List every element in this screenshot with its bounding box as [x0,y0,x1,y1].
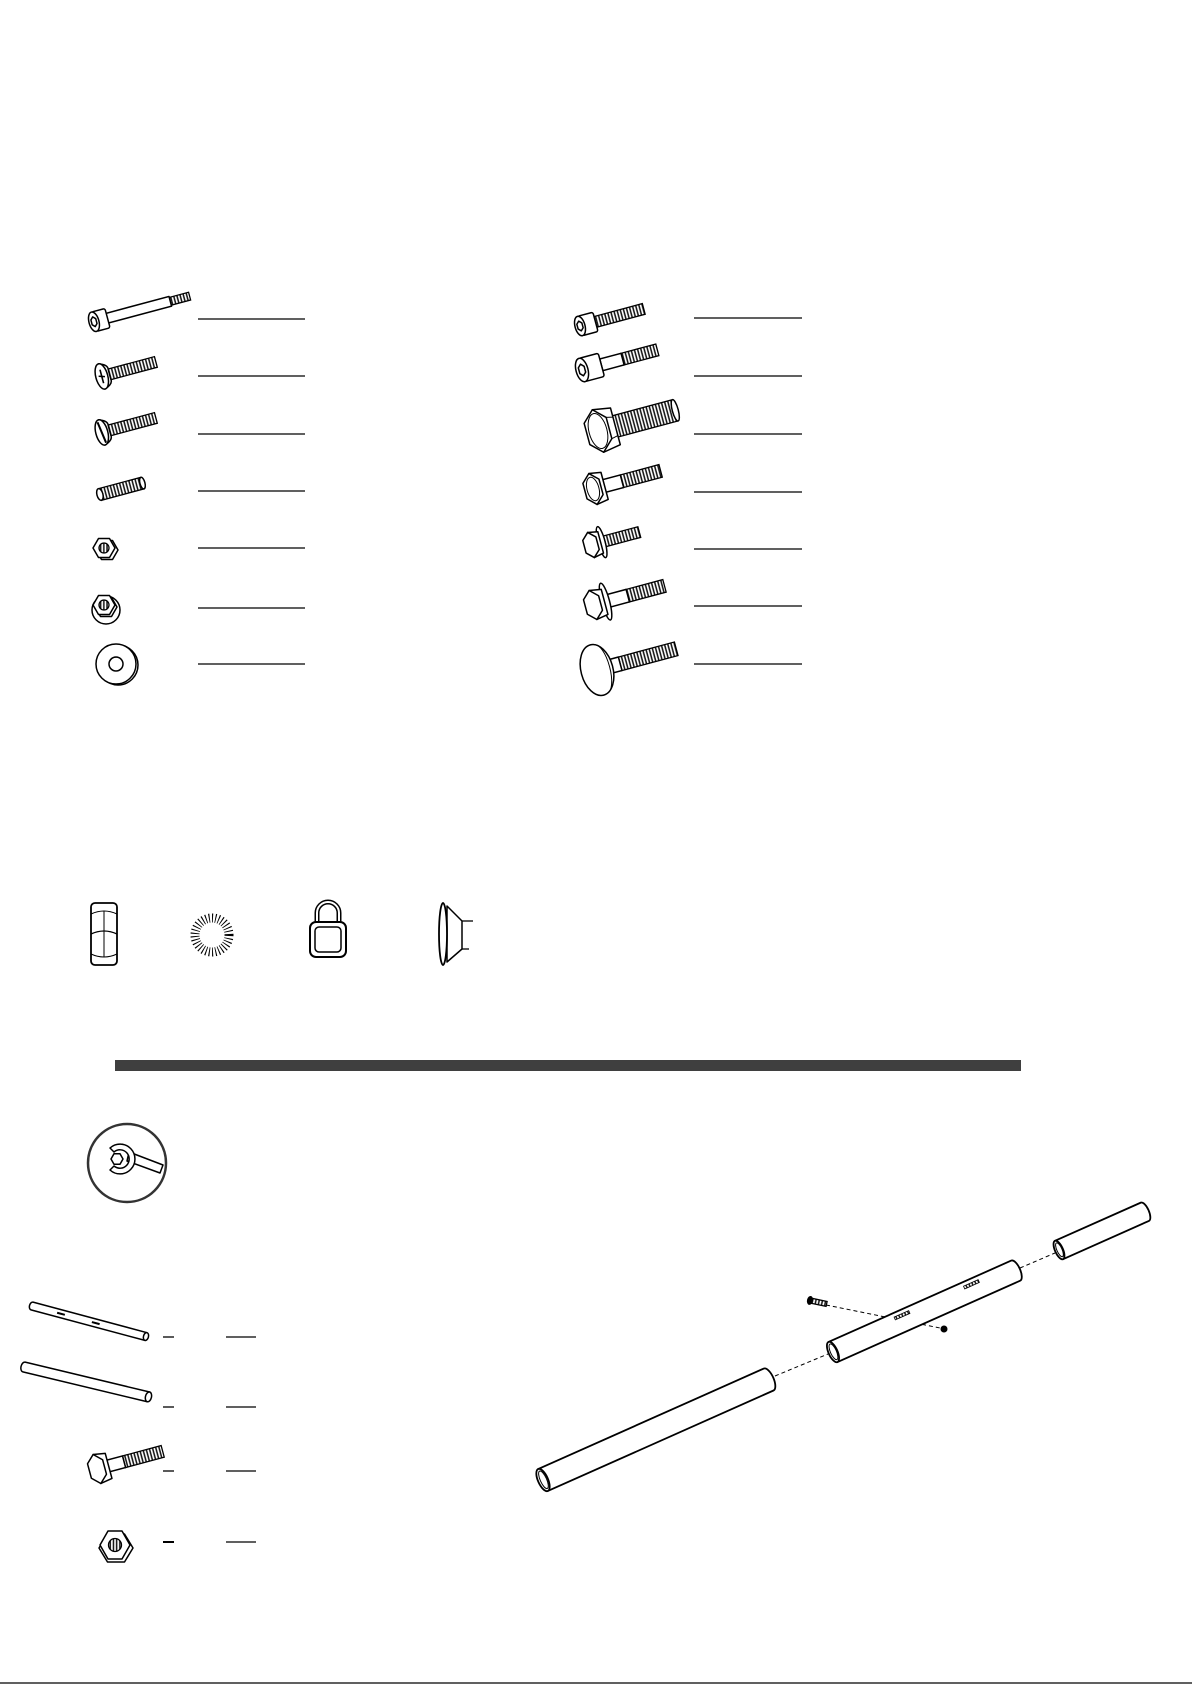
long-tube-icon [534,1367,779,1493]
nut-hole [99,543,109,553]
lock-washer-icon [195,918,229,952]
tube-body [20,1361,150,1401]
bolt-thread [601,527,641,547]
large-hex-bolt-icon [581,388,684,455]
bolt-shoulder [105,296,171,323]
screw-thread [621,344,659,365]
tube-body [538,1367,778,1491]
hex-nut-icon [99,1531,133,1562]
hex-bolt-icon [86,1437,167,1486]
phillips-screw-icon [93,349,160,390]
hex-bolt-icon [581,455,665,506]
assembly-diagram [534,1201,1153,1493]
alignment-guide [775,1354,828,1376]
nut-icon [941,1326,948,1333]
alignment-guide [1020,1253,1055,1268]
bolt-thread [626,580,666,602]
screw-shank [600,353,624,370]
socket-cap-screw-icon [573,299,647,337]
socket-cap-shoulder-screw-icon [573,338,660,383]
misc-hardware-row [91,902,473,965]
tube-body [1055,1201,1153,1259]
nut-hole [99,600,109,610]
tube-body [829,1259,1025,1362]
screw-thread [104,357,157,381]
bolt-thread [169,292,190,305]
bolt-thread [611,400,679,438]
hardware-list-right [573,299,802,699]
leveling-foot-icon [439,903,473,965]
flange-nut-icon [92,596,120,625]
bolt-dome-head [575,641,619,700]
padlock-face [315,927,341,952]
small-flange-bolt-icon [580,517,643,563]
tube-body [29,1301,147,1340]
bolt-thread [122,1446,164,1468]
shoulder-bolt-icon [87,286,193,332]
washer-hole [201,924,224,947]
nut-hole [109,1539,122,1552]
bolt-thread [618,642,678,671]
wrench-nut [111,1154,123,1164]
carriage-bolt-icon [575,624,683,700]
bolt-thread [620,465,662,488]
padlock-icon [310,902,346,957]
parts-list [20,1301,256,1562]
tube-with-holes-icon [29,1301,150,1341]
set-screw-icon [95,477,146,501]
short-tube-icon [1051,1201,1152,1261]
screw-thread [594,304,645,328]
section-divider [115,1060,1021,1071]
hardware-list-left [87,286,305,685]
foot-cone [447,906,462,962]
foot-pad [439,903,447,965]
screw-thread [104,413,157,437]
slotted-screw-icon [93,405,160,446]
tube-icon [20,1361,153,1402]
screw-thread [98,477,144,500]
tools-required-icon [88,1124,166,1202]
hex-nut-side-icon [91,903,117,965]
flat-washer-icon [96,644,138,685]
hex-nut-icon [93,539,118,560]
flange-bolt-icon [581,567,670,625]
screw-icon [806,1295,827,1308]
middle-tube-icon [824,1259,1024,1364]
